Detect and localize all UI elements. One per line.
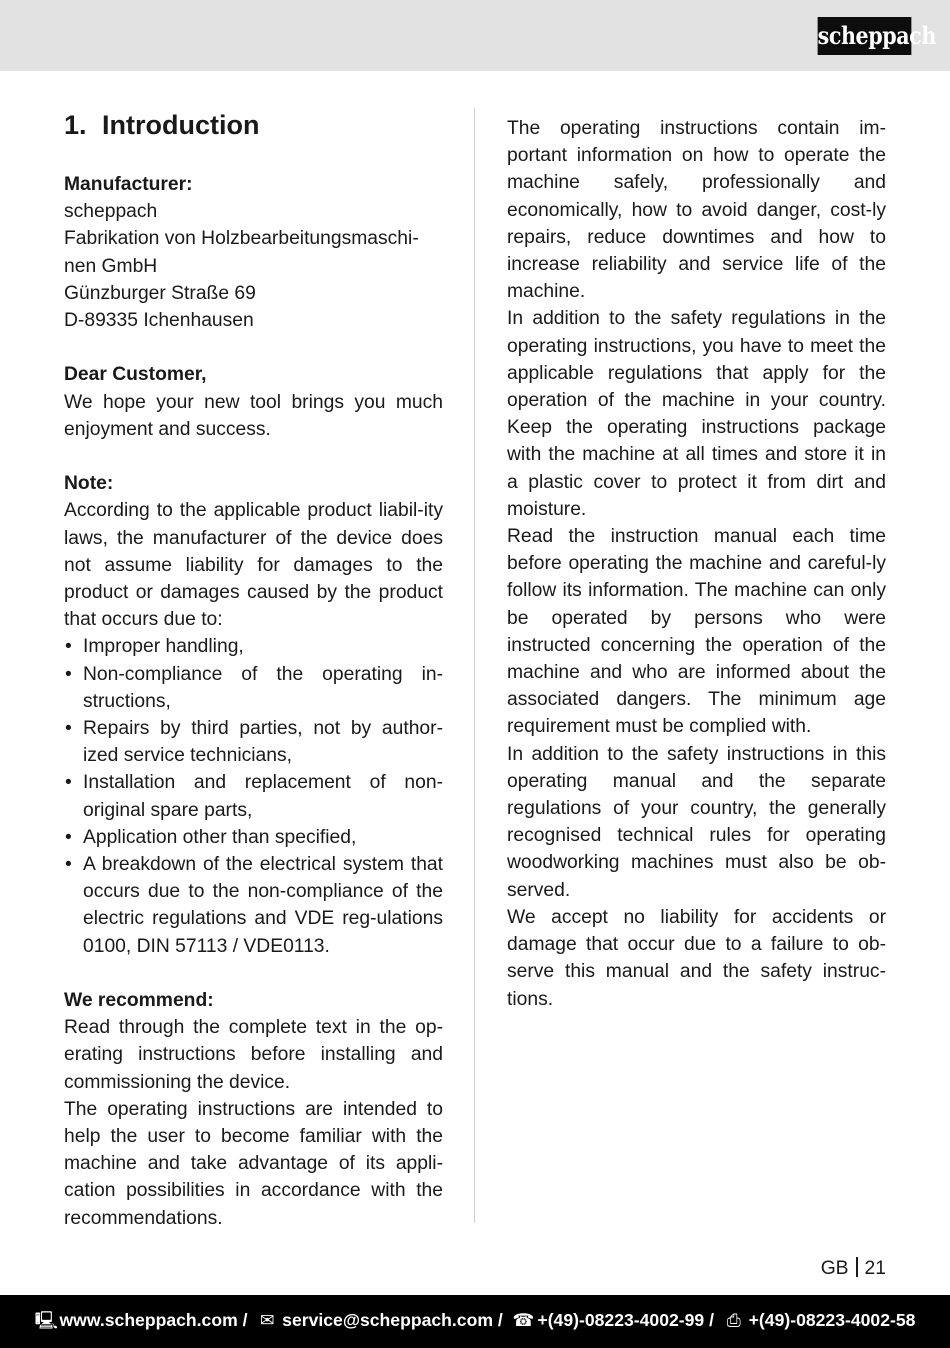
manufacturer-block bbox=[64, 171, 443, 334]
email-link[interactable]: service@scheppach.com bbox=[282, 1310, 493, 1330]
customer-block bbox=[64, 361, 443, 443]
note-label: Note: bbox=[64, 473, 114, 495]
website-link[interactable]: www.scheppach.com bbox=[59, 1310, 238, 1330]
list-item: • Repairs by third parties, not by author-ized service technicians, bbox=[64, 715, 443, 769]
telephone-icon: ☎ bbox=[512, 1310, 535, 1330]
right-column bbox=[507, 115, 886, 1013]
list-item: • Non-compliance of the operating in-structions, bbox=[64, 661, 443, 715]
section-heading bbox=[64, 108, 443, 142]
list-item: • Application other than specified, bbox=[64, 824, 443, 851]
manufacturer-line: D-89335 Ichenhausen bbox=[64, 310, 254, 332]
page-number-value: 21 bbox=[864, 1258, 886, 1279]
customer-text: We hope your new tool brings you much enjoyment and success. bbox=[64, 391, 443, 440]
liability-list bbox=[64, 633, 443, 959]
body-paragraph: In addition to the safety instructions in this operating manual and the separate regulations of your country, the generally recognised technical rules for operating woodworking machines must also be ob-served. bbox=[507, 743, 886, 901]
manufacturer-line: Günzburger Straße 69 bbox=[64, 282, 256, 304]
recommend-paragraph: The operating instructions are intended to help the user to become familiar with the machine and take advantage of its appli-cation possibilities in accordance with the recommendations. bbox=[64, 1098, 443, 1229]
fax-number: +(49)-08223-4002-58 bbox=[748, 1310, 916, 1330]
fax-icon: ⎙ bbox=[726, 1310, 741, 1330]
scheppach-logo: scheppach bbox=[818, 17, 912, 55]
manufacturer-line: scheppach bbox=[64, 201, 158, 223]
page-number bbox=[821, 1255, 886, 1282]
envelope-icon: ✉ bbox=[259, 1310, 275, 1330]
manufacturer-line: Fabrikation von Holzbearbeitungsmaschi-nen GmbH bbox=[64, 228, 419, 277]
list-item: • Improper handling, bbox=[64, 633, 443, 660]
column-divider bbox=[474, 108, 475, 1223]
body-paragraph: The operating instructions contain im-portant information on how to operate the machine safely, professionally and economically, how to avoid danger, cost-ly repairs, reduce downtimes and how to increase reliability and service life of the machine. bbox=[507, 118, 886, 303]
heading-number: 1. bbox=[64, 110, 87, 140]
heading-title: Introduction bbox=[102, 110, 260, 140]
body-paragraph: Read the instruction manual each time before operating the machine and careful-ly follow its information. The machine can only be operated by persons who were instructed concerning the operation of the machine and who are informed about the associated dangers. The minimum age requirement must be complied with. bbox=[507, 526, 886, 738]
header-band bbox=[0, 0, 950, 71]
footer-separator: / bbox=[704, 1310, 719, 1330]
list-item: • A breakdown of the electrical system that occurs due to the non-compliance of the electric regulations and VDE reg-ulations 0100, DIN 57113 / VDE0113. bbox=[64, 851, 443, 960]
computer-icon: 🖳 bbox=[34, 1310, 59, 1330]
left-column bbox=[64, 108, 443, 1232]
recommend-block bbox=[64, 987, 443, 1232]
body-paragraph: In addition to the safety regulations in the operating instructions, you have to meet the applicable regulations that apply for the operation of the machine in your country. Keep the operating instructions package with the machine at all times and store it in a plastic cover to protect it from dirt and moisture. bbox=[507, 308, 886, 520]
recommend-paragraph: Read through the complete text in the op-erating instructions before installing and commissioning the device. bbox=[64, 1017, 443, 1093]
footer-separator: / bbox=[237, 1310, 253, 1330]
manufacturer-label: Manufacturer: bbox=[64, 174, 193, 195]
list-item: • Installation and replacement of non-original spare parts, bbox=[64, 769, 443, 823]
customer-label: Dear Customer, bbox=[64, 364, 207, 386]
footer-separator: / bbox=[492, 1310, 508, 1330]
note-intro: According to the applicable product liabil-ity laws, the manufacturer of the device does not assume liability for damages to the product or damages caused by the product that occurs due to: bbox=[64, 500, 443, 631]
phone-number: +(49)-08223-4002-99 bbox=[537, 1310, 705, 1330]
page-separator bbox=[856, 1257, 858, 1277]
recommend-label: We recommend: bbox=[64, 990, 214, 1012]
note-block bbox=[64, 470, 443, 960]
contact-footer bbox=[0, 1295, 950, 1348]
page-language: GB bbox=[820, 1258, 849, 1279]
body-paragraph: We accept no liability for accidents or damage that occur due to a failure to ob-serve this manual and the safety instruc-tions. bbox=[507, 906, 886, 1010]
